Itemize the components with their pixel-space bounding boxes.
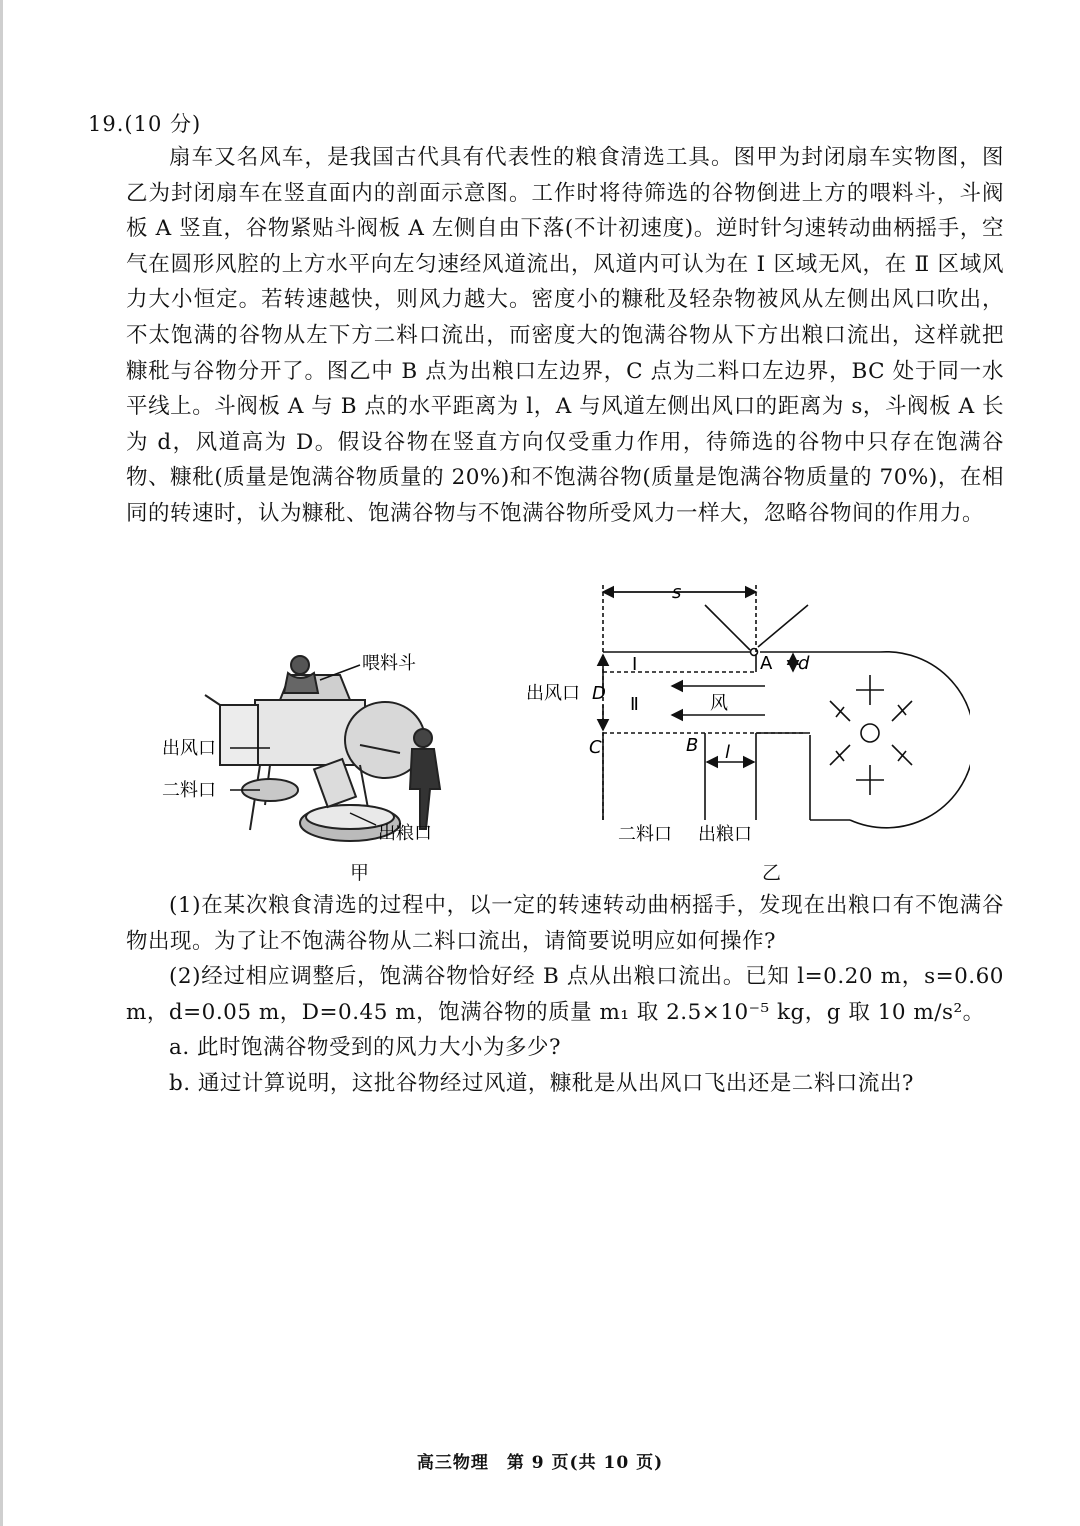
label-yi-air-outlet: 出风口 bbox=[526, 683, 580, 704]
label-hopper: 喂料斗 bbox=[362, 653, 416, 674]
label-l: l bbox=[725, 742, 731, 763]
caption-yi: 乙 bbox=[762, 862, 782, 884]
sub-question-2b: b. 通过计算说明，这批谷物经过风道，糠秕是从出风口飞出还是二料口流出? bbox=[169, 1070, 914, 1096]
winnower-illustration bbox=[160, 645, 470, 885]
label-yi-grain-outlet: 出粮口 bbox=[698, 824, 752, 845]
label-C: C bbox=[589, 737, 602, 758]
cross-section-diagram bbox=[520, 575, 970, 885]
question-number: 19.(10 分) bbox=[88, 112, 202, 136]
sub-questions bbox=[126, 888, 1004, 1102]
sub-question-1: (1)在某次粮食清选的过程中，以一定的转速转动曲柄摇手，发现在出粮口有不饱满谷物出现。为了让不饱满谷物从二料口流出，请简要说明应如何操作? bbox=[126, 893, 1004, 954]
page-footer: 高三物理 第 9 页(共 10 页) bbox=[416, 1453, 664, 1473]
label-wind: 风 bbox=[710, 693, 728, 714]
label-s: s bbox=[672, 582, 682, 603]
page-edge bbox=[0, 0, 3, 1526]
figure-jia bbox=[160, 645, 470, 885]
sub-question-2a: a. 此时饱满谷物受到的风力大小为多少? bbox=[169, 1035, 562, 1061]
label-yi-second-outlet: 二料口 bbox=[618, 824, 672, 845]
sub-question-2: (2)经过相应调整后，饱满谷物恰好经 B 点从出粮口流出。已知 l=0.20 m，s=0.60 m，d=0.05 m，D=0.45 m，饱满谷物的质量 m₁ 取 2.5×10⁻⁵ kg，g 取 10 m/s²。 bbox=[126, 964, 1004, 1025]
label-second-outlet: 二料口 bbox=[162, 780, 216, 801]
question-intro bbox=[126, 140, 1004, 532]
label-grain-outlet: 出粮口 bbox=[378, 823, 432, 844]
caption-jia: 甲 bbox=[350, 862, 370, 884]
label-region-I: Ⅰ bbox=[632, 654, 638, 675]
intro-paragraph: 扇车又名风车，是我国古代具有代表性的粮食清选工具。图甲为封闭扇车实物图，图乙为封闭扇车在竖直面内的剖面示意图。工作时将待筛选的谷物倒进上方的喂料斗，斗阀板 A 竖直，谷物紧贴斗阀板 A 左侧自由下落(不计初速度)。逆时针匀速转动曲柄摇手，空气在圆形风腔的上方水平向左匀速经风道流出，风道内可认为在 Ⅰ 区域无风，在 Ⅱ 区域风力大小恒定。若转速越快，则风力越大。密度小的糠秕及轻杂物被风从左侧出风口吹出，不太饱满的谷物从左下方二料口流出，而密度大的饱满谷物从下方出粮口流出，这样就把糠秕与谷物分开了。图乙中 B 点为出粮口左边界，C 点为二料口左边界，BC 处于同一水平线上。斗阀板 A 与 B 点的水平距离为 l，A 与风道左侧出风口的距离为 s，斗阀板 A 长为 d，风道高为 D。假设谷物在竖直方向仅受重力作用，待筛选的谷物中只存在饱满谷物、糠秕(质量是饱满谷物质量的 20%)和不饱满谷物(质量是饱满谷物质量的 70%)，在相同的转速时，认为糠秕、饱满谷物与不饱满谷物所受风力一样大，忽略谷物间的作用力。 bbox=[126, 145, 1004, 526]
label-B: B bbox=[686, 735, 699, 756]
label-air-outlet: 出风口 bbox=[162, 738, 216, 759]
label-d: d bbox=[798, 653, 810, 674]
label-D: D bbox=[592, 683, 606, 704]
label-A: A bbox=[760, 653, 773, 674]
label-region-II: Ⅱ bbox=[630, 694, 639, 715]
figure-yi bbox=[520, 575, 970, 885]
